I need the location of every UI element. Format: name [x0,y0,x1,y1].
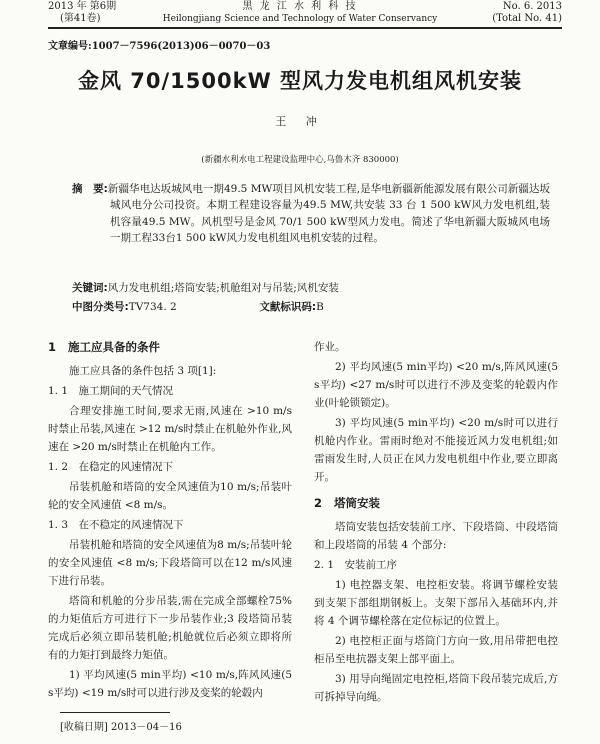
section-1-intro: 施工应具备的条件包括 3 项[1]: [69,365,217,377]
received-date: [收稿日期] 2013－04－16 [60,722,182,733]
subsection-1-2-heading: 1. 2 在稳定的风速情况下 [48,461,174,473]
footnote-rule [60,712,170,713]
paragraph-1-3b: 塔筒和机舱的分步吊装,需在完成全部螺栓75%的力矩值后方可进行下一步吊装作业;3 段塔筒吊装完成后必须立即吊装机舱;机舱就位后必须立即将所有的力矩打到最终力矩值。 [48,595,292,661]
paragraph-1-3c: 1) 平均风速(5 min平均) <10 m/s,阵风风速(5 s平均) <19 m/s时可以进行涉及变桨的轮毂内 [48,669,292,699]
clc-label: 中图分类号: [72,301,129,313]
header-total-number: (Total No. 41) [492,13,562,24]
abstract-label: 摘 要: [72,183,108,195]
left-column [48,338,292,704]
doc-code-label: 文献标识码: [259,301,317,313]
header-journal-en: Heilongjiang Science and Technology of Water Conservancy [162,14,438,24]
author: 王 冲 [275,115,325,128]
paper-title: 金风 70/1500kW 型风力发电机组风机安装 [77,69,523,93]
subsection-1-1-heading: 1. 1 施工期间的天气情况 [48,385,174,397]
classification [72,299,324,314]
paragraph-1-1: 合理安排施工时间,要求无雨,风速在 >10 m/s 时禁止吊装,风速在 >12 m/s时禁止在机舱外作业,风速在 >20 m/s时禁止在机舱内工作。 [48,405,292,453]
section-2-intro: 塔筒安装包括安装前工序、下段塔筒、中段塔筒和上段塔筒的吊装 4 个部分: [314,521,558,551]
section-2-heading: 2 塔筒安装 [314,496,380,510]
header-journal-cn: 黑 龙 江 水 利 科 技 [242,1,358,12]
clc-value: TV734. 2 [128,301,177,313]
keywords [72,280,339,295]
header-volume: (第41卷) [60,13,101,24]
doc-code-value: B [316,301,324,313]
keywords-label: 关键词: [72,282,108,294]
abstract [72,181,550,246]
paragraph-1-2: 吊装机舱和塔筒的安全风速值为10 m/s;吊装叶轮的安全风速值 <8 m/s。 [48,481,292,511]
keywords-text: 风力发电机组;塔筒安装;机舱组对与吊装;风机安装 [107,282,339,294]
paragraph-wind-2: 2) 平均风速(5 min平均) <20 m/s,阵风风速(5 s平均) <27 m/s时可以进行不涉及变桨的轮毂内作业(叶轮锁锁定)。 [314,361,558,409]
paragraph-1-3a: 吊装机舱和塔筒的安全风速值为8 m/s;吊装叶轮的安全风速值 <8 m/s;下段塔筒可以在12 m/s风速下进行吊装。 [48,539,292,587]
article-number: 文章编号:1007－7596(2013)06－0070－03 [48,41,271,52]
paragraph-2-1a: 1) 电控器支架、电控柜安装。将调节螺栓安装到支架下部组期钢板上。支架下部吊入基础环内,并将 4 个调节螺栓落在定位标记的位置上。 [314,579,558,627]
header-number: No. 6. 2013 [502,1,562,12]
header-issue: 2013 年 第6期 [48,1,117,12]
paragraph-2-1b: 2) 电控柜正面与塔筒门方向一致,用吊带把电控柜吊至电抗器支架上部平面上。 [314,635,558,665]
abstract-text: 新疆华电达坂城风电一期49.5 MW项目风机安装工程,是华电新疆新能源发展有限公司新疆达坂城风电分公司投资。本期工程建设容量为49.5 MW,共安装 33 台 1 500 kW风力发电机组,装机容量49.5 MW。风机型号是金风 70/1 500 kW型风力发电。简述了华电新疆大阪城风电场一期工程33台1 500 kW风力发电机组风电机安装的过程。 [107,183,550,244]
subsection-1-3-heading: 1. 3 在不稳定的风速情况下 [48,519,184,531]
header-rule [48,27,562,29]
paragraph-2-1c: 3) 用导向绳固定电控柜,塔筒下段吊装完成后,方可拆掉导向绳。 [314,673,558,703]
affiliation: (新疆水利水电工程建设监理中心,乌鲁木齐 830000) [201,155,399,165]
paragraph-continued: 作业。 [314,341,346,353]
section-1-heading: 1 施工应具备的条件 [48,340,160,354]
subsection-2-1-heading: 2. 1 安装前工序 [314,559,398,571]
paragraph-wind-3: 3) 平均风速(5 min平均) <20 m/s时可以进行机舱内作业。雷雨时绝对不能接近风力发电机组;如雷雨发生时,人员正在风力发电机组中作业,要立即离开。 [314,417,558,483]
right-column [314,338,558,708]
